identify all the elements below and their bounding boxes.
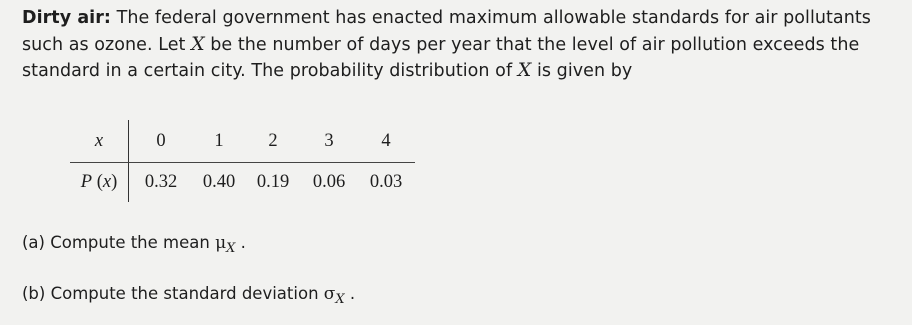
question-a-end: . xyxy=(235,233,246,252)
question-b-text: (b) Compute the standard deviation xyxy=(22,284,324,303)
probability-row xyxy=(70,163,415,203)
mu-subscript: X xyxy=(226,241,236,256)
x-values-row xyxy=(70,120,415,163)
p-label-p: P xyxy=(80,172,93,192)
intro-text-3: is given by xyxy=(531,61,633,81)
x-label: x xyxy=(94,130,104,151)
p-value-cell: 0.19 xyxy=(256,172,290,192)
problem-title: Dirty air: xyxy=(22,8,111,28)
x-value-cell: 3 xyxy=(301,120,357,163)
question-b xyxy=(22,283,355,307)
sigma-subscript: X xyxy=(335,292,345,307)
intro-text-1: The federal government has enacted maximum allowable standards for air pollutants such as ozone. Let xyxy=(22,8,871,55)
problem-statement xyxy=(22,6,902,85)
question-a xyxy=(22,232,246,256)
x-value-cell: 4 xyxy=(357,120,415,163)
x-row-header xyxy=(70,120,129,163)
p-label-close: ) xyxy=(111,172,118,192)
p-label-open: ( xyxy=(92,172,103,192)
sigma-symbol: σ xyxy=(323,284,336,304)
p-value-cell: 0.03 xyxy=(369,172,403,192)
p-value-cell: 0.40 xyxy=(202,172,236,192)
x-value-cell: 2 xyxy=(245,120,301,163)
p-row-header xyxy=(70,163,129,203)
p-value-cell: 0.06 xyxy=(312,172,346,192)
question-b-end: . xyxy=(344,284,356,303)
p-value-cell: 0.32 xyxy=(144,172,178,192)
x-value-cell: 1 xyxy=(193,120,245,163)
x-value-cell: 0 xyxy=(129,120,194,163)
intro-text-2: be the number of days per year that the level of air pollution exceeds the standard in a certain city. The probability distribution of xyxy=(22,34,860,81)
probability-distribution-table xyxy=(70,120,415,202)
p-label-x: x xyxy=(102,172,112,192)
variable-x-2: X xyxy=(517,59,532,81)
question-a-text: (a) Compute the mean xyxy=(22,233,216,252)
variable-x: X xyxy=(191,32,205,55)
mu-symbol: μ xyxy=(215,233,227,253)
